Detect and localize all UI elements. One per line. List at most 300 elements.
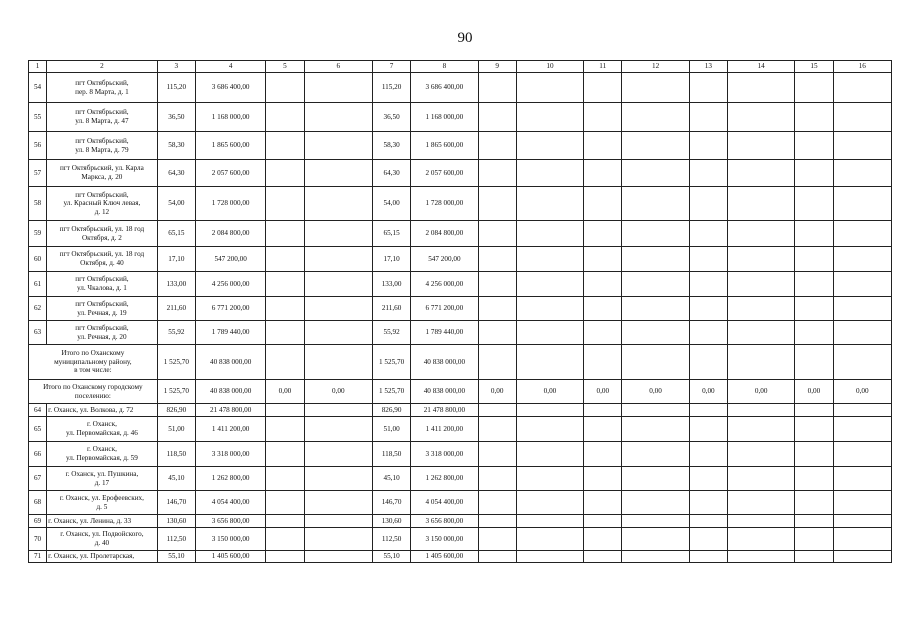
value-cell: 58,30 — [157, 132, 195, 160]
value-cell: 112,50 — [372, 528, 410, 551]
value-cell: 2 057 600,00 — [411, 160, 478, 187]
value-cell — [266, 551, 304, 563]
value-cell: 3 686 400,00 — [195, 73, 265, 103]
value-cell — [795, 160, 833, 187]
value-cell: 0,00 — [833, 380, 891, 404]
row-number: 62 — [29, 297, 47, 321]
value-cell: 0,00 — [266, 380, 304, 404]
value-cell — [727, 491, 794, 515]
value-cell — [516, 321, 583, 345]
value-cell: 6 771 200,00 — [411, 297, 478, 321]
value-cell — [727, 272, 794, 297]
address-cell: пгт Октябрьский, ул. 8 Марта, д. 79 — [47, 132, 158, 160]
subtotal-city-row — [29, 380, 892, 404]
value-cell — [516, 404, 583, 417]
row-number: 71 — [29, 551, 47, 563]
value-cell — [478, 467, 516, 491]
table-row — [29, 132, 892, 160]
value-cell — [833, 551, 891, 563]
value-cell — [833, 467, 891, 491]
value-cell: 3 686 400,00 — [411, 73, 478, 103]
value-cell — [689, 345, 727, 380]
value-cell — [516, 551, 583, 563]
value-cell: 1 168 000,00 — [195, 103, 265, 132]
value-cell: 547 200,00 — [411, 247, 478, 272]
value-cell: 64,30 — [372, 160, 410, 187]
value-cell — [727, 160, 794, 187]
value-cell — [727, 132, 794, 160]
value-cell — [833, 404, 891, 417]
value-cell — [833, 491, 891, 515]
value-cell — [266, 160, 304, 187]
value-cell — [795, 73, 833, 103]
value-cell — [584, 187, 622, 221]
value-cell: 1 728 000,00 — [411, 187, 478, 221]
row-number: 63 — [29, 321, 47, 345]
value-cell — [795, 103, 833, 132]
value-cell — [795, 551, 833, 563]
value-cell — [304, 73, 372, 103]
value-cell — [622, 442, 689, 467]
value-cell — [266, 528, 304, 551]
value-cell — [516, 187, 583, 221]
column-header-7: 7 — [372, 61, 410, 73]
value-cell — [584, 132, 622, 160]
value-cell — [478, 221, 516, 247]
column-header-9: 9 — [478, 61, 516, 73]
value-cell — [478, 417, 516, 442]
value-cell — [478, 272, 516, 297]
value-cell — [516, 73, 583, 103]
value-cell — [689, 221, 727, 247]
value-cell: 1 728 000,00 — [195, 187, 265, 221]
column-header-4: 4 — [195, 61, 265, 73]
value-cell — [622, 321, 689, 345]
row-number: 59 — [29, 221, 47, 247]
value-cell: 55,92 — [372, 321, 410, 345]
value-cell: 51,00 — [157, 417, 195, 442]
value-cell — [833, 528, 891, 551]
value-cell — [689, 417, 727, 442]
address-cell: г. Оханск, ул. Пролетарская, — [47, 551, 158, 563]
value-cell — [584, 528, 622, 551]
value-cell — [304, 442, 372, 467]
row-number: 57 — [29, 160, 47, 187]
address-cell: г. Оханск, ул. Первомайская, д. 59 — [47, 442, 158, 467]
value-cell — [304, 221, 372, 247]
value-cell: 45,10 — [157, 467, 195, 491]
value-cell — [304, 491, 372, 515]
value-cell — [622, 417, 689, 442]
value-cell — [833, 103, 891, 132]
value-cell — [622, 132, 689, 160]
value-cell — [516, 221, 583, 247]
value-cell — [478, 404, 516, 417]
value-cell — [584, 491, 622, 515]
value-cell — [727, 103, 794, 132]
value-cell: 0,00 — [622, 380, 689, 404]
value-cell — [795, 404, 833, 417]
value-cell: 1 865 600,00 — [411, 132, 478, 160]
value-cell — [727, 417, 794, 442]
value-cell — [795, 515, 833, 528]
value-cell — [304, 528, 372, 551]
column-header-3: 3 — [157, 61, 195, 73]
value-cell — [584, 404, 622, 417]
value-cell — [622, 467, 689, 491]
value-cell — [266, 515, 304, 528]
value-cell: 1 525,70 — [157, 345, 195, 380]
value-cell: 146,70 — [372, 491, 410, 515]
value-cell — [689, 528, 727, 551]
value-cell: 115,20 — [157, 73, 195, 103]
value-cell — [727, 551, 794, 563]
value-cell — [516, 132, 583, 160]
value-cell — [304, 321, 372, 345]
value-cell — [727, 515, 794, 528]
value-cell — [478, 515, 516, 528]
table-row — [29, 247, 892, 272]
value-cell — [795, 491, 833, 515]
value-cell: 2 057 600,00 — [195, 160, 265, 187]
value-cell — [689, 297, 727, 321]
value-cell — [584, 297, 622, 321]
value-cell — [304, 187, 372, 221]
value-cell: 17,10 — [157, 247, 195, 272]
table-row — [29, 404, 892, 417]
value-cell: 0,00 — [795, 380, 833, 404]
value-cell: 1 789 440,00 — [195, 321, 265, 345]
value-cell — [266, 187, 304, 221]
value-cell — [727, 247, 794, 272]
value-cell: 0,00 — [584, 380, 622, 404]
value-cell — [727, 297, 794, 321]
value-cell: 64,30 — [157, 160, 195, 187]
value-cell: 826,90 — [157, 404, 195, 417]
row-number: 54 — [29, 73, 47, 103]
value-cell: 1 168 000,00 — [411, 103, 478, 132]
value-cell — [516, 247, 583, 272]
row-number: 55 — [29, 103, 47, 132]
value-cell — [266, 272, 304, 297]
value-cell: 4 256 000,00 — [411, 272, 478, 297]
value-cell: 1 865 600,00 — [195, 132, 265, 160]
value-cell: 1 262 800,00 — [195, 467, 265, 491]
subtotal-district-row — [29, 345, 892, 380]
value-cell — [478, 345, 516, 380]
value-cell — [622, 160, 689, 187]
value-cell — [304, 160, 372, 187]
value-cell: 0,00 — [304, 380, 372, 404]
value-cell — [584, 515, 622, 528]
value-cell — [795, 132, 833, 160]
table-body — [29, 73, 892, 563]
value-cell — [304, 345, 372, 380]
value-cell — [478, 491, 516, 515]
address-cell: пгт Октябрьский, пер. 8 Марта, д. 1 — [47, 73, 158, 103]
value-cell: 54,00 — [372, 187, 410, 221]
value-cell — [622, 491, 689, 515]
value-cell — [833, 73, 891, 103]
value-cell — [622, 345, 689, 380]
value-cell — [833, 272, 891, 297]
value-cell — [795, 297, 833, 321]
address-cell: пгт Октябрьский, ул. Речная, д. 20 — [47, 321, 158, 345]
value-cell — [833, 132, 891, 160]
value-cell: 1 411 200,00 — [195, 417, 265, 442]
value-cell — [266, 103, 304, 132]
value-cell: 17,10 — [372, 247, 410, 272]
subtotal-district-row-label: Итого по Оханскому муниципальному району, в том числе: — [29, 345, 158, 380]
value-cell — [478, 442, 516, 467]
value-cell: 1 525,70 — [157, 380, 195, 404]
value-cell: 40 838 000,00 — [195, 380, 265, 404]
column-header-1: 1 — [29, 61, 47, 73]
table-row — [29, 491, 892, 515]
address-cell: пгт Октябрьский, ул. Чкалова, д. 1 — [47, 272, 158, 297]
table-row — [29, 73, 892, 103]
address-cell: г. Оханск, ул. Подвойского, д. 40 — [47, 528, 158, 551]
value-cell — [727, 321, 794, 345]
address-cell: г. Оханск, ул. Волкова, д. 72 — [47, 404, 158, 417]
value-cell — [584, 442, 622, 467]
value-cell — [584, 221, 622, 247]
value-cell — [584, 321, 622, 345]
row-number: 70 — [29, 528, 47, 551]
table-row — [29, 515, 892, 528]
value-cell: 3 656 800,00 — [195, 515, 265, 528]
value-cell — [266, 491, 304, 515]
row-number: 69 — [29, 515, 47, 528]
value-cell — [622, 73, 689, 103]
table-row — [29, 221, 892, 247]
value-cell: 6 771 200,00 — [195, 297, 265, 321]
table-row — [29, 528, 892, 551]
value-cell — [266, 297, 304, 321]
value-cell — [727, 221, 794, 247]
value-cell: 0,00 — [478, 380, 516, 404]
value-cell: 55,10 — [157, 551, 195, 563]
address-cell: пгт Октябрьский, ул. Красный Ключ левая, д. 12 — [47, 187, 158, 221]
value-cell — [478, 160, 516, 187]
value-cell — [727, 187, 794, 221]
value-cell: 0,00 — [689, 380, 727, 404]
address-cell: г. Оханск, ул. Ленина, д. 33 — [47, 515, 158, 528]
value-cell — [516, 103, 583, 132]
value-cell — [795, 247, 833, 272]
value-cell — [266, 442, 304, 467]
value-cell — [727, 442, 794, 467]
value-cell: 3 150 000,00 — [411, 528, 478, 551]
value-cell — [833, 345, 891, 380]
table-header — [29, 61, 892, 73]
table-row — [29, 321, 892, 345]
value-cell: 1 411 200,00 — [411, 417, 478, 442]
value-cell: 36,50 — [372, 103, 410, 132]
value-cell — [622, 187, 689, 221]
value-cell: 1 525,70 — [372, 380, 410, 404]
value-cell — [689, 491, 727, 515]
value-cell — [266, 404, 304, 417]
value-cell: 21 478 800,00 — [411, 404, 478, 417]
value-cell — [689, 272, 727, 297]
table-row — [29, 160, 892, 187]
value-cell — [266, 132, 304, 160]
value-cell — [266, 467, 304, 491]
value-cell — [584, 103, 622, 132]
value-cell: 112,50 — [157, 528, 195, 551]
value-cell — [622, 247, 689, 272]
value-cell: 118,50 — [372, 442, 410, 467]
value-cell — [478, 551, 516, 563]
value-cell — [516, 297, 583, 321]
table-row — [29, 297, 892, 321]
value-cell — [622, 297, 689, 321]
value-cell — [516, 272, 583, 297]
value-cell: 211,60 — [372, 297, 410, 321]
column-header-8: 8 — [411, 61, 478, 73]
value-cell — [584, 467, 622, 491]
value-cell — [516, 345, 583, 380]
value-cell — [266, 247, 304, 272]
value-cell — [795, 321, 833, 345]
value-cell — [833, 160, 891, 187]
value-cell — [833, 247, 891, 272]
value-cell — [516, 442, 583, 467]
row-number: 60 — [29, 247, 47, 272]
address-cell: пгт Октябрьский, ул. Карла Маркса, д. 20 — [47, 160, 158, 187]
column-header-2: 2 — [47, 61, 158, 73]
value-cell: 130,60 — [157, 515, 195, 528]
value-cell — [689, 404, 727, 417]
value-cell — [689, 551, 727, 563]
value-cell — [584, 417, 622, 442]
value-cell — [727, 73, 794, 103]
address-cell: пгт Октябрьский, ул. 8 Марта, д. 47 — [47, 103, 158, 132]
value-cell: 0,00 — [516, 380, 583, 404]
value-cell: 115,20 — [372, 73, 410, 103]
value-cell — [622, 404, 689, 417]
value-cell — [622, 272, 689, 297]
value-cell: 1 405 600,00 — [411, 551, 478, 563]
value-cell: 1 262 800,00 — [411, 467, 478, 491]
value-cell — [833, 221, 891, 247]
value-cell — [727, 404, 794, 417]
value-cell: 36,50 — [157, 103, 195, 132]
value-cell — [795, 221, 833, 247]
table-row — [29, 467, 892, 491]
value-cell: 118,50 — [157, 442, 195, 467]
value-cell — [266, 321, 304, 345]
table-row — [29, 442, 892, 467]
value-cell: 3 318 000,00 — [195, 442, 265, 467]
value-cell — [266, 417, 304, 442]
value-cell: 826,90 — [372, 404, 410, 417]
value-cell — [833, 321, 891, 345]
address-cell: г. Оханск, ул. Ерофеевских, д. 5 — [47, 491, 158, 515]
value-cell: 1 789 440,00 — [411, 321, 478, 345]
value-cell — [516, 417, 583, 442]
value-cell — [833, 417, 891, 442]
row-number: 64 — [29, 404, 47, 417]
value-cell — [478, 528, 516, 551]
value-cell — [622, 515, 689, 528]
column-header-13: 13 — [689, 61, 727, 73]
value-cell — [516, 467, 583, 491]
value-cell — [516, 528, 583, 551]
value-cell — [266, 221, 304, 247]
value-cell: 3 150 000,00 — [195, 528, 265, 551]
register-table — [28, 60, 892, 563]
value-cell: 3 656 800,00 — [411, 515, 478, 528]
value-cell — [304, 272, 372, 297]
value-cell: 1 405 600,00 — [195, 551, 265, 563]
value-cell: 51,00 — [372, 417, 410, 442]
value-cell: 21 478 800,00 — [195, 404, 265, 417]
value-cell: 45,10 — [372, 467, 410, 491]
value-cell — [833, 442, 891, 467]
value-cell — [304, 417, 372, 442]
address-cell: пгт Октябрьский, ул. 18 год Октября, д. 40 — [47, 247, 158, 272]
value-cell — [304, 551, 372, 563]
value-cell: 211,60 — [157, 297, 195, 321]
address-cell: пгт Октябрьский, ул. 18 год Октября, д. 2 — [47, 221, 158, 247]
value-cell — [689, 132, 727, 160]
value-cell — [689, 247, 727, 272]
value-cell — [304, 404, 372, 417]
address-cell: пгт Октябрьский, ул. Речная, д. 19 — [47, 297, 158, 321]
value-cell — [689, 103, 727, 132]
value-cell: 40 838 000,00 — [411, 345, 478, 380]
value-cell — [727, 467, 794, 491]
value-cell: 55,10 — [372, 551, 410, 563]
value-cell: 65,15 — [157, 221, 195, 247]
column-number-row — [29, 61, 892, 73]
value-cell — [584, 73, 622, 103]
value-cell: 2 084 800,00 — [411, 221, 478, 247]
value-cell: 3 318 000,00 — [411, 442, 478, 467]
column-header-14: 14 — [727, 61, 794, 73]
value-cell — [516, 491, 583, 515]
value-cell — [304, 297, 372, 321]
value-cell — [622, 221, 689, 247]
subtotal-city-row-label: Итого по Оханскому городскому поселению: — [29, 380, 158, 404]
value-cell — [478, 132, 516, 160]
value-cell: 130,60 — [372, 515, 410, 528]
column-header-12: 12 — [622, 61, 689, 73]
value-cell: 4 054 400,00 — [195, 491, 265, 515]
column-header-11: 11 — [584, 61, 622, 73]
value-cell — [689, 467, 727, 491]
value-cell — [795, 272, 833, 297]
value-cell — [584, 272, 622, 297]
value-cell: 40 838 000,00 — [195, 345, 265, 380]
column-header-10: 10 — [516, 61, 583, 73]
value-cell: 146,70 — [157, 491, 195, 515]
value-cell: 54,00 — [157, 187, 195, 221]
value-cell: 4 256 000,00 — [195, 272, 265, 297]
column-header-6: 6 — [304, 61, 372, 73]
row-number: 66 — [29, 442, 47, 467]
value-cell — [795, 467, 833, 491]
row-number: 58 — [29, 187, 47, 221]
table-row — [29, 103, 892, 132]
value-cell — [304, 247, 372, 272]
value-cell — [622, 103, 689, 132]
value-cell — [478, 103, 516, 132]
value-cell: 4 054 400,00 — [411, 491, 478, 515]
value-cell: 2 084 800,00 — [195, 221, 265, 247]
